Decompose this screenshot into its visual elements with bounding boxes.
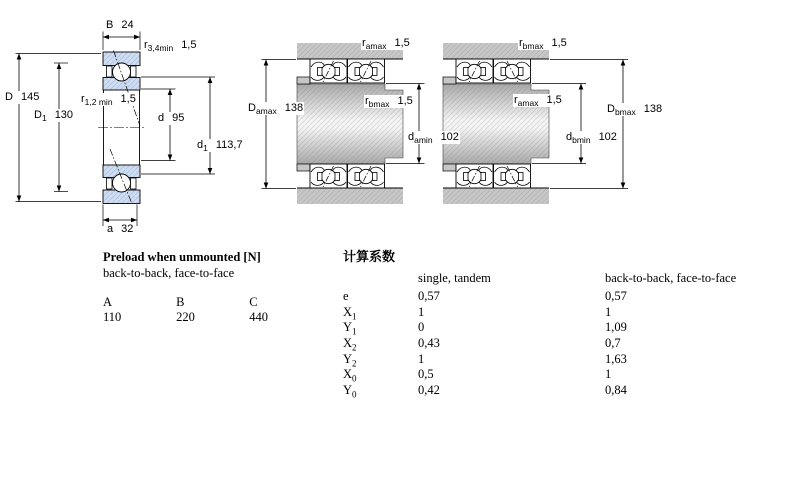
preload-col-a: A	[103, 295, 113, 309]
dim-label-dbmin: $d_{bmin}$ 102	[566, 131, 617, 146]
preload-col-c: C	[249, 295, 258, 309]
dim-label-B: B 24	[106, 19, 134, 31]
mounting-diagram-b	[443, 43, 628, 204]
mounting-diagram-a	[262, 43, 425, 204]
preload-table	[103, 250, 319, 325]
dim-label-D1: $D_1$ 130	[34, 109, 74, 124]
factors-row-y0: $Y_0$ 0,42 0,84	[343, 383, 627, 400]
dim-label-rbmax-mid: $r_{bmax}$ 1,5	[365, 95, 413, 110]
factors-row-y2: $Y_2$ 1 1,63	[343, 352, 627, 369]
factors-row-e: e 0,57 0,57	[343, 289, 627, 303]
factors-table-title: 计算系数	[343, 249, 396, 264]
dim-label-d: d 95	[158, 112, 185, 124]
preload-table-value-row	[103, 310, 319, 325]
single-bearing-cross-section	[98, 51, 145, 204]
preload-table-header-row	[103, 295, 319, 310]
dim-label-damin: $d_{amin}$ 102	[408, 131, 459, 146]
dim-label-Dbmax: $D_{bmax}$ 138	[607, 103, 663, 118]
dim-label-rbmax: $r_{bmax}$ 1,5	[519, 37, 567, 52]
dim-label-r34min: $r_{3,4min}$ 1,5	[144, 39, 197, 54]
factors-row-x1: $X_1$ 1 1	[343, 305, 612, 322]
dim-label-d1: $d_1$ 113,7	[197, 139, 243, 154]
calculation-factors-table	[343, 249, 783, 399]
preload-table-subtitle: back-to-back, face-to-face	[103, 266, 235, 280]
preload-value-c: 440	[249, 310, 268, 324]
factors-col-single-tandem: single, tandem	[418, 271, 491, 285]
preload-value-a: 110	[103, 310, 122, 324]
dim-label-ramax: $r_{amax}$ 1,5	[362, 37, 410, 52]
dim-label-D: D 145	[5, 91, 40, 103]
preload-col-b: B	[176, 295, 185, 309]
factors-row-x2: $X_2$ 0,43 0,7	[343, 336, 621, 353]
factors-row-x0: $X_0$ 0,5 1	[343, 367, 612, 384]
preload-table-title: Preload when unmounted [N]	[103, 250, 261, 264]
dim-label-Damax: $D_{amax}$ 138	[248, 102, 304, 117]
dim-label-ramax-mid: $r_{amax}$ 1,5	[514, 94, 562, 109]
dim-label-a: a 32	[107, 223, 134, 235]
factors-col-paired: back-to-back, face-to-face	[605, 271, 737, 285]
preload-value-b: 220	[176, 310, 195, 324]
ball-top	[113, 63, 131, 81]
technical-drawing	[0, 0, 800, 240]
factors-row-y1: $Y_1$ 0 1,09	[343, 320, 627, 337]
dim-label-r12min: $r_{1,2 min}$ 1,5	[81, 93, 136, 108]
